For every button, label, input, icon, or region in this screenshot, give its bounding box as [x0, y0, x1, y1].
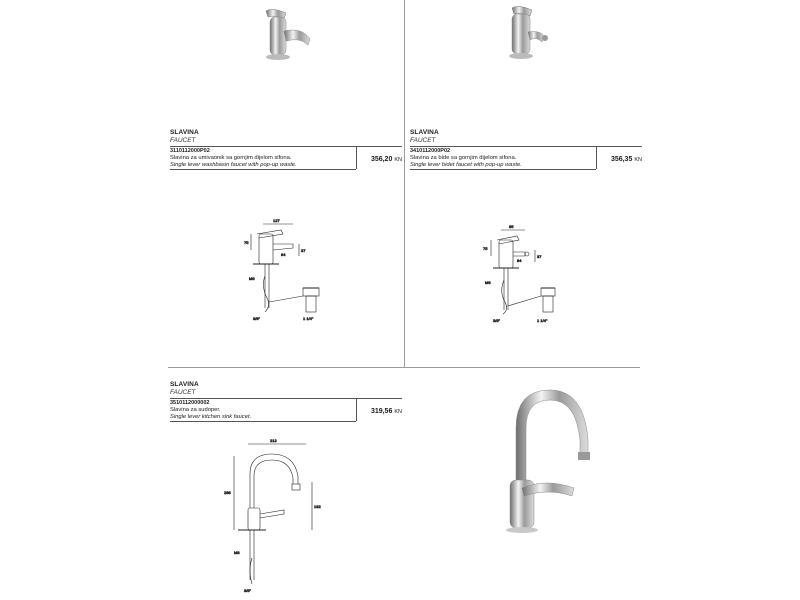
product-title: SLAVINA: [170, 129, 199, 136]
washbasin-faucet-photo: [258, 5, 318, 65]
product-title: SLAVINA: [170, 381, 199, 388]
dim-side: 75: [483, 246, 488, 251]
separator: [170, 421, 356, 422]
dim-height: 37: [301, 248, 306, 253]
product-description-hr: Slavina za sudoper.: [170, 407, 221, 413]
product-description-hr: Slavina za bide sa gornjim dijelom sifona.: [410, 155, 517, 161]
column-divider: [404, 0, 405, 368]
product-description-en: Single lever washbasin faucet with pop-up waste.: [170, 162, 297, 168]
product-description-hr: Slavina za umivaonik sa gornjim dijelom sifona.: [170, 155, 292, 161]
dim-width: 212: [270, 438, 277, 443]
thread-left: 3/8": [493, 318, 500, 323]
bidet-technical-drawing: [481, 222, 581, 326]
kitchen-faucet-photo: [492, 380, 602, 540]
label-m: M6: [249, 276, 255, 281]
product-subtitle: FAUCET: [410, 137, 436, 144]
product-price: 356,20: [370, 156, 393, 163]
product-price: 319,56: [370, 408, 393, 415]
product-currency: KN: [394, 409, 402, 415]
product-block-washbasin: [170, 129, 402, 170]
product-code: 3510112000002: [170, 400, 210, 406]
product-price: 356,35: [610, 156, 633, 163]
thread: 3/8": [244, 588, 251, 593]
product-title: SLAVINA: [410, 129, 439, 136]
dim-height: 37: [537, 254, 542, 259]
dim-left: 298: [224, 490, 231, 495]
dim-width: 127: [273, 218, 280, 223]
product-code: 3410112000P02: [410, 148, 451, 154]
product-currency: KN: [634, 157, 642, 163]
thread-right: 1 1/4": [537, 318, 548, 323]
thread-left: 3/8": [253, 316, 260, 321]
washbasin-technical-drawing: [243, 214, 343, 326]
dim-spout: 84: [281, 252, 286, 257]
product-code: 3110112000P02: [170, 148, 210, 154]
row-divider: [168, 367, 640, 368]
dim-right: 192: [314, 504, 321, 509]
separator: [410, 169, 596, 170]
product-subtitle: FAUCET: [170, 137, 196, 144]
thread-right: 1 1/4": [303, 316, 314, 321]
label-m: M6: [485, 280, 491, 285]
label-m: M8: [234, 550, 240, 555]
bidet-faucet-photo: [498, 2, 560, 64]
product-description-en: Single lever bidet faucet with pop-up waste.: [410, 162, 522, 168]
product-block-kitchen: [170, 381, 402, 422]
product-subtitle: FAUCET: [170, 389, 196, 396]
product-block-bidet: [410, 129, 642, 170]
product-currency: KN: [394, 157, 402, 163]
dim-spout: 84: [517, 258, 522, 263]
product-description-en: Single lever kitchen sink faucet.: [170, 414, 252, 420]
dim-width: 95: [509, 224, 514, 229]
kitchen-technical-drawing: [222, 438, 326, 596]
dim-side: 75: [244, 240, 249, 245]
separator: [170, 169, 356, 170]
